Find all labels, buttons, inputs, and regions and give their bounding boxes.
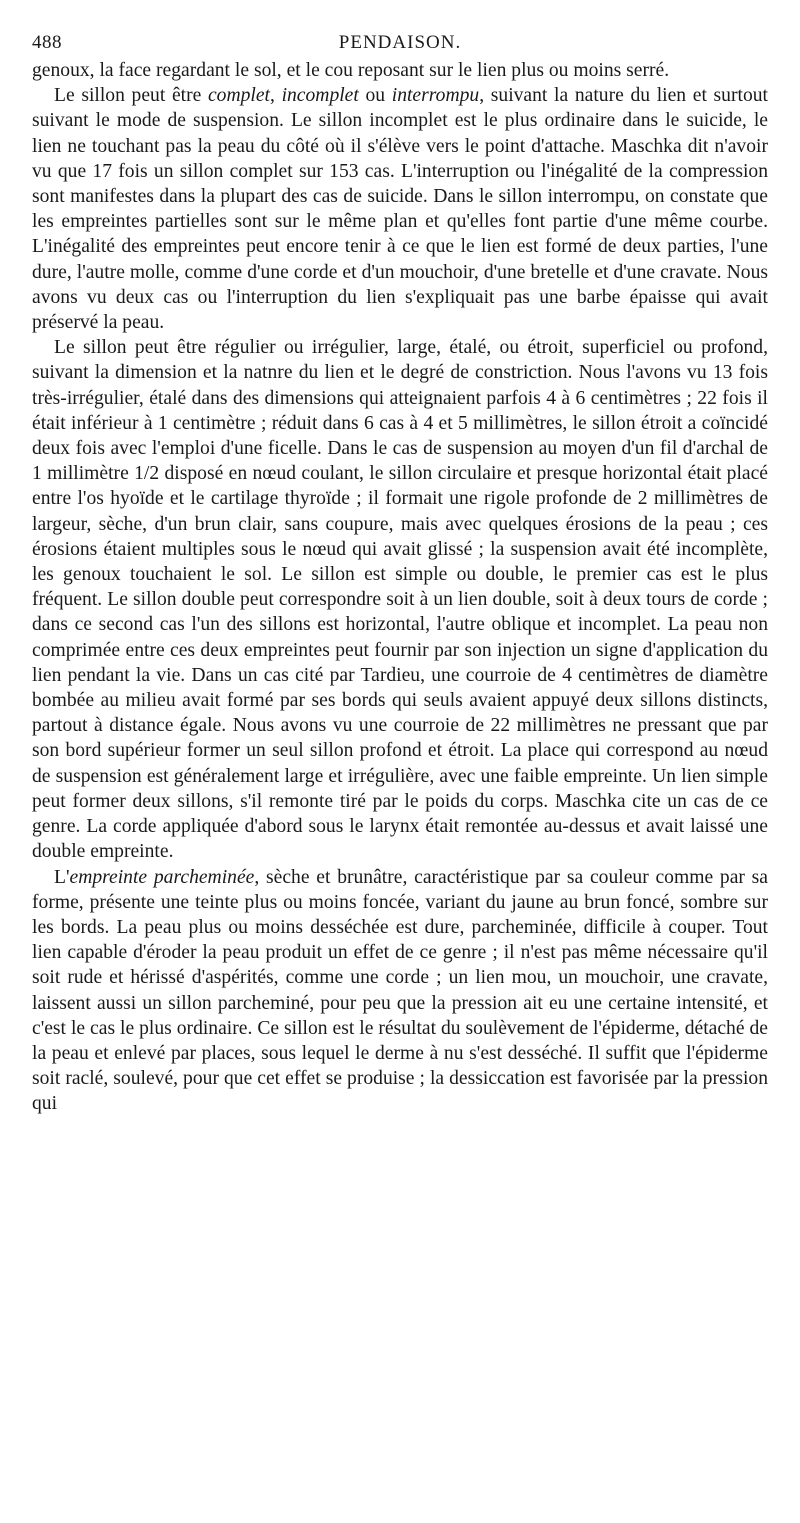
body-text xyxy=(32,58,768,1117)
italic-term: empreinte parcheminée xyxy=(69,866,255,888)
italic-term: complet xyxy=(207,85,270,107)
italic-term: interrompu xyxy=(391,85,480,107)
text-run: , xyxy=(270,85,282,107)
book-page xyxy=(32,28,768,1117)
text-run: , sèche et brunâtre, caractéristique par sa couleur comme par sa forme, présente une teinte plus ou moins foncée, variant du jaune au brun foncé, sombre sur les bords. La peau plus ou moins desséchée est dure, parcheminée, difficile à couper. Tout lien capable d'éroder la peau produit un effet de ce genre ; il n'est pas même nécessaire qu'il soit rude et hérissé d'aspérités, comme une corde ; un lien mou, un mouchoir, une cravate, laissent aussi un sillon parcheminé, pour peu que la pression ait eu une certaine intensité, et c'est le cas le plus ordinaire. Ce sillon est le résultat du soulèvement de l'épiderme, détaché de la peau et enlevé par places, sous lequel le derme à nu s'est desséché. Il suffit que l'épiderme soit raclé, soulevé, pour que cet effet se produise ; la dessiccation est favorisée par la pression qui xyxy=(32,866,769,1115)
running-head xyxy=(32,28,768,58)
text-run: ou xyxy=(358,85,392,107)
paragraph-continuation xyxy=(32,58,768,83)
running-title: PENDAISON. xyxy=(338,32,462,53)
text-run: L' xyxy=(54,866,70,888)
page-bottom-margin xyxy=(0,1483,800,1523)
text-run: , suivant la nature du lien et surtout suivant le mode de suspension. Le sillon incomplet est le plus ordinaire dans le suicide, le lien ne touchant pas la peau du côté où il s'élève vers le point d'attache. Maschka dit n'avoir vu que 17 fois un sillon complet sur 153 cas. L'interruption ou l'inégalité de la compression sont manifestes dans la plupart des cas de suicide. Dans le sillon interrompu, on constate que les empreintes partielles sont sur le même plan et qu'elles font partie d'une même courbe. L'inégalité des empreintes peut encore tenir à ce que le lien est formé de deux parties, l'une dure, l'autre molle, comme d'une corde et d'un mouchoir, d'une bretelle et d'une cravate. Nous avons vu deux cas ou l'interruption du lien s'expliquait pas une barbe épaisse qui avait préservé la peau. xyxy=(32,85,768,334)
paragraph-sillon-types xyxy=(32,83,768,335)
italic-term: incomplet xyxy=(281,85,359,107)
paragraph-empreinte-parcheminee xyxy=(32,865,768,1117)
text-run: Le sillon peut être régulier ou irrégulier, large, étalé, ou étroit, superficiel ou profond, suivant la dimension et la natnre du lien et le degré de constriction. Nous l'avons vu 13 fois très-irrégulier, étalé dans des dimensions qui atteignaient parfois 4 à 6 centimètres ; 22 fois il était inférieur à 1 centimètre ; réduit dans 6 cas à 4 et 5 millimètres, le sillon étroit a coïncidé deux fois avec l'emploi d'une ficelle. Dans le cas de suspension au moyen d'un fil d'archal de 1 millimètre 1/2 disposé en nœud coulant, le sillon circulaire et presque horizontal était placé entre l'os hyoïde et le cartilage thyroïde ; il formait une rigole profonde de 2 millimètres de largeur, sèche, d'un brun clair, sans coupure, mais avec quelques érosions de la peau ; ces érosions étaient multiples sous le nœud qui avait glissé ; la suspension avait été incomplète, les genoux touchaient le sol. Le sillon est simple ou double, le premier cas est le plus fréquent. Le sillon double peut correspondre soit à un lien double, soit à deux tours de corde ; dans ce second cas l'un des sillons est horizontal, l'autre oblique et incomplet. La peau non comprimée entre ces deux empreintes peut fournir par son injection un signe d'application du lien pendant la vie. Dans un cas cité par Tardieu, une courroie de 4 centimètres de diamètre bombée au milieu avait formé par ses bords qui seuls avaient appuyé deux sillons distincts, partout à distance égale. Nous avons vu une courroie de 22 millimètres ne pressant que par son bord supérieur former un seul sillon profond et étroit. La place qui correspond au nœud de suspension est généralement large et irrégulière, avec une faible empreinte. Un lien simple peut former deux sillons, s'il remonte tiré par le poids du corps. Maschka cite un cas de ce genre. La corde appliquée d'abord sous le larynx était remontée au-dessus et avait laissé une double empreinte. xyxy=(32,337,768,863)
page-number: 488 xyxy=(32,32,62,53)
text-run: genoux, la face regardant le sol, et le cou reposant sur le lien plus ou moins serré. xyxy=(32,60,670,81)
paragraph-sillon-forms xyxy=(32,335,768,864)
text-run: Le sillon peut être xyxy=(54,85,208,107)
